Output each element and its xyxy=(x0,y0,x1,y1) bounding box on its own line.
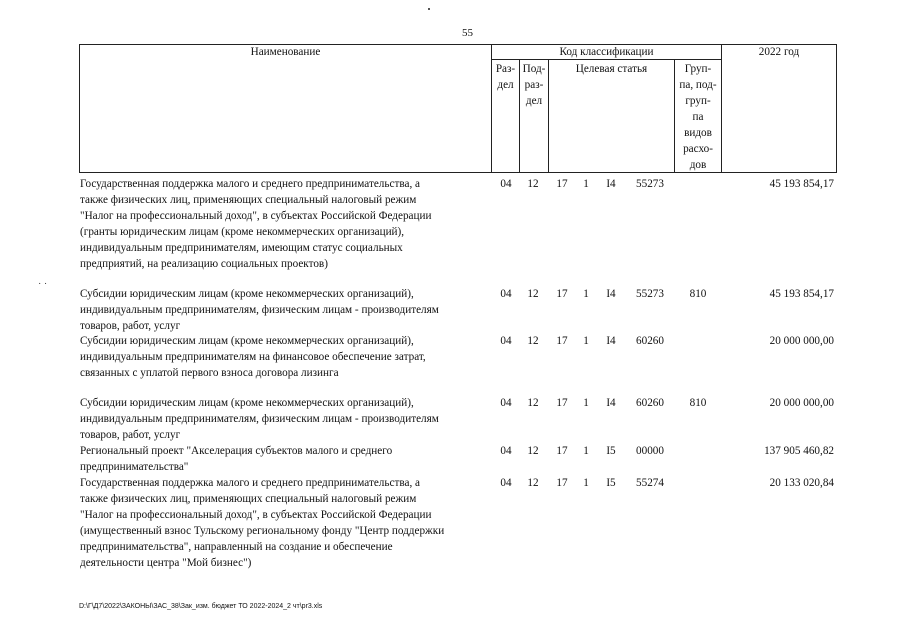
cell-ts2: 1 xyxy=(583,178,589,190)
cell-ts3: I4 xyxy=(606,335,616,347)
header-group-6: расхо- xyxy=(683,143,713,155)
cell-razdel: 04 xyxy=(500,335,512,347)
cell-ts1: 17 xyxy=(556,477,568,489)
header-bottom-border xyxy=(79,172,837,173)
footer-file-path: D:\Г\Д7\2022\ЗАКОНЫ\ЗАС_38\Зак_изм. бюджет ТО 2022-2024_2 чт\pr3.xls xyxy=(79,603,323,610)
cell-ts2: 1 xyxy=(583,335,589,347)
header-group-2: па, под- xyxy=(679,79,717,91)
cell-razdel: 04 xyxy=(500,397,512,409)
cell-group: 810 xyxy=(689,397,707,409)
row-name-line: индивидуальным предпринимателям на финансовое обеспечение затрат, xyxy=(80,351,426,363)
cell-ts1: 17 xyxy=(556,178,568,190)
cell-amount: 45 193 854,17 xyxy=(769,288,834,300)
row-name-line: (имущественный взнос Тульскому региональному фонду "Центр поддержки xyxy=(80,525,445,537)
header-target: Целевая статья xyxy=(575,63,648,75)
header-podrazdel-1: Под- xyxy=(522,63,546,75)
margin-mark: ˙ ˙ xyxy=(38,282,48,293)
header-name: Наименование xyxy=(250,46,321,58)
row-name-line: также физических лиц, применяющих специальный налоговый режим xyxy=(80,493,417,505)
header-razdel-2: дел xyxy=(497,79,514,91)
header-group-3: груп- xyxy=(685,95,711,107)
row-name-line: (гранты юридическим лицам (кроме некоммерческих организаций), xyxy=(80,226,405,238)
row-name-line: товаров, работ, услуг xyxy=(80,320,181,332)
header-group-7: дов xyxy=(689,159,707,171)
cell-ts3: I5 xyxy=(606,477,616,489)
row-name-line: связанных с уплатой первого взноса договора лизинга xyxy=(80,367,339,379)
cell-razdel: 04 xyxy=(500,288,512,300)
row-name-line: также физических лиц, применяющих специальный налоговый режим xyxy=(80,194,417,206)
header-podrazdel-2: раз- xyxy=(524,79,544,91)
cell-ts4: 55273 xyxy=(636,288,664,300)
cell-amount: 20 000 000,00 xyxy=(769,335,834,347)
row-name-line: деятельности центра "Мой бизнес") xyxy=(80,557,252,569)
row-name-line: Субсидии юридическим лицам (кроме некоммерческих организаций), xyxy=(80,397,414,409)
header-podrazdel-3: дел xyxy=(525,95,543,107)
cell-podrazdel: 12 xyxy=(527,445,539,457)
header-razdel-1: Раз- xyxy=(495,63,516,75)
cell-ts1: 17 xyxy=(556,445,568,457)
row-name-line: предпринимательства", направленный на создание и обеспечение xyxy=(80,541,393,553)
row-name-line: индивидуальным предпринимателям, физическим лицам - производителям xyxy=(80,413,439,425)
header-group-5: видов xyxy=(684,127,712,139)
cell-ts4: 60260 xyxy=(636,335,664,347)
code-col-border xyxy=(721,44,722,172)
cell-podrazdel: 12 xyxy=(527,288,539,300)
header-group-4: па xyxy=(692,111,704,123)
cell-ts1: 17 xyxy=(556,397,568,409)
speck xyxy=(428,8,430,10)
row-name-line: Региональный проект "Акселерация субъектов малого и среднего xyxy=(80,445,393,457)
cell-amount: 137 905 460,82 xyxy=(764,445,834,457)
cell-amount: 45 193 854,17 xyxy=(769,178,834,190)
cell-ts2: 1 xyxy=(583,397,589,409)
row-name-line: индивидуальным предпринимателям, имеющим статус социальных xyxy=(80,242,403,254)
cell-razdel: 04 xyxy=(500,445,512,457)
row-name-line: товаров, работ, услуг xyxy=(80,429,181,441)
cell-ts2: 1 xyxy=(583,445,589,457)
cell-podrazdel: 12 xyxy=(527,397,539,409)
row-name-line: "Налог на профессиональный доход", в субъектах Российской Федерации xyxy=(80,210,432,222)
header-code: Код классификации xyxy=(559,46,654,58)
row-name-line: Государственная поддержка малого и среднего предпринимательства, а xyxy=(80,477,421,489)
table-right-border xyxy=(836,44,837,172)
cell-ts1: 17 xyxy=(556,288,568,300)
cell-ts3: I5 xyxy=(606,445,616,457)
cell-ts4: 60260 xyxy=(636,397,664,409)
cell-ts3: I4 xyxy=(606,178,616,190)
cell-group: 810 xyxy=(689,288,707,300)
cell-amount: 20 000 000,00 xyxy=(769,397,834,409)
header-year: 2022 год xyxy=(758,46,800,58)
row-name-line: Субсидии юридическим лицам (кроме некоммерческих организаций), xyxy=(80,288,414,300)
row-name-line: предпринимательства" xyxy=(80,461,189,473)
row-name-line: предприятий, на реализацию социальных проектов) xyxy=(80,258,328,270)
row-name-line: Государственная поддержка малого и среднего предпринимательства, а xyxy=(80,178,421,190)
row-name-line: Субсидии юридическим лицам (кроме некоммерческих организаций), xyxy=(80,335,414,347)
header-group-1: Груп- xyxy=(684,63,712,75)
row-name-line: индивидуальным предпринимателям, физическим лицам - производителям xyxy=(80,304,439,316)
cell-ts2: 1 xyxy=(583,477,589,489)
cell-podrazdel: 12 xyxy=(527,477,539,489)
cell-ts4: 00000 xyxy=(636,445,664,457)
cell-razdel: 04 xyxy=(500,178,512,190)
cell-podrazdel: 12 xyxy=(527,178,539,190)
cell-podrazdel: 12 xyxy=(527,335,539,347)
row-name-line: "Налог на профессиональный доход", в субъектах Российской Федерации xyxy=(80,509,432,521)
cell-ts1: 17 xyxy=(556,335,568,347)
cell-ts3: I4 xyxy=(606,288,616,300)
table-left-border xyxy=(79,44,80,172)
cell-ts4: 55274 xyxy=(636,477,664,489)
cell-ts2: 1 xyxy=(583,288,589,300)
cell-ts3: I4 xyxy=(606,397,616,409)
cell-razdel: 04 xyxy=(500,477,512,489)
cell-amount: 20 133 020,84 xyxy=(769,477,834,489)
cell-ts4: 55273 xyxy=(636,178,664,190)
page-number: 55 xyxy=(462,27,473,39)
